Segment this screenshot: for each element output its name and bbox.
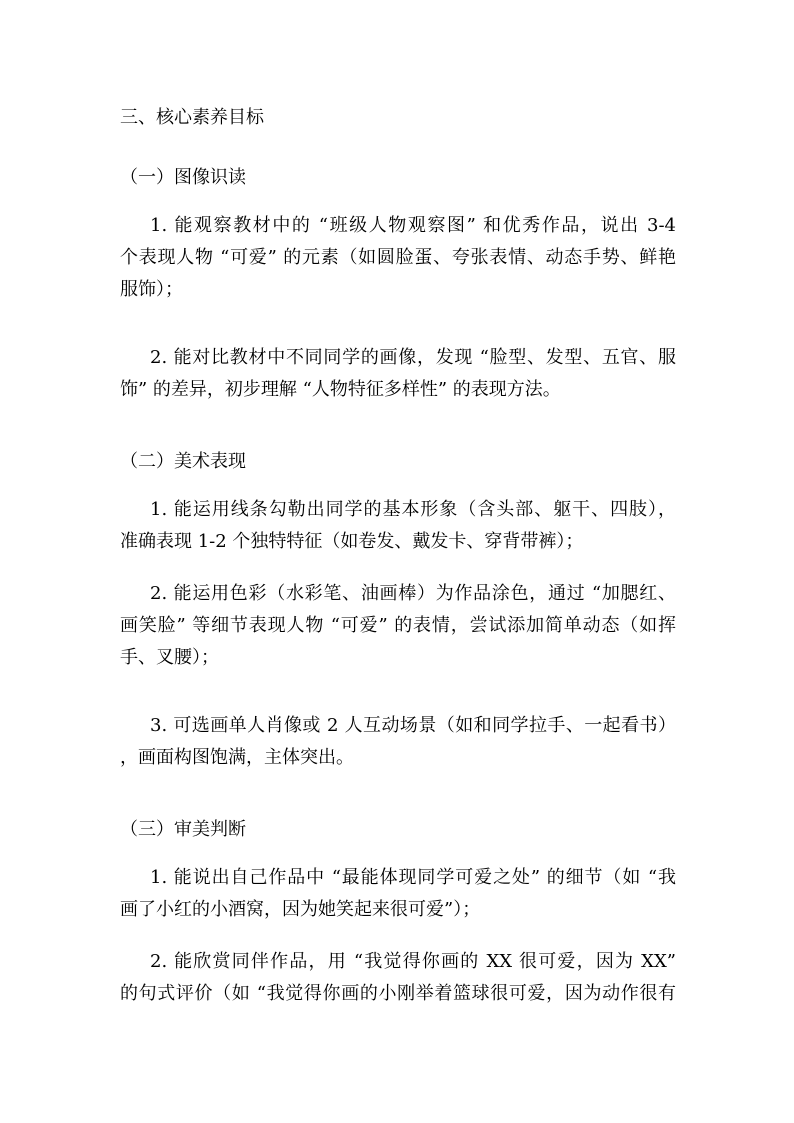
paragraph-aesthetic-judgment-2 xyxy=(120,946,676,1010)
paragraph-line: 手、叉腰）； xyxy=(120,647,219,668)
section-heading-art-expression: （二）美术表现 xyxy=(120,451,246,472)
paragraph-line: 3. 可选画单人肖像或 2 人互动场景（如和同学拉手、一起看书） xyxy=(150,715,676,736)
paragraph-art-expression-2 xyxy=(120,578,676,674)
paragraph-line: 画了小红的小酒窝，因为她笑起来很可爱”）； xyxy=(120,899,481,920)
paragraph-line: 服饰）； xyxy=(120,279,183,300)
paragraph-aesthetic-judgment-1 xyxy=(120,862,676,926)
paragraph-image-reading-2 xyxy=(120,342,676,406)
paragraph-line: 准确表现 1-2 个独特特征（如卷发、戴发卡、穿背带裤）； xyxy=(120,531,584,552)
paragraph-image-reading-1 xyxy=(120,210,676,306)
paragraph-line: 1. 能观察教材中的 “班级人物观察图” 和优秀作品，说出 3-4 xyxy=(150,215,676,236)
paragraph-art-expression-1 xyxy=(120,494,676,558)
paragraph-line: 1. 能运用线条勾勒出同学的基本形象（含头部、躯干、四肢）， xyxy=(150,499,676,520)
paragraph-line: 画笑脸” 等细节表现人物 “可爱” 的表情，尝试添加简单动态（如挥 xyxy=(120,615,676,636)
paragraph-line: 2. 能运用色彩（水彩笔、油画棒）为作品涂色，通过 “加腮红、 xyxy=(150,583,676,604)
paragraph-line: 2. 能欣赏同伴作品，用 “我觉得你画的 XX 很可爱，因为 XX” xyxy=(150,951,676,972)
paragraph-line: 个表现人物 “可爱” 的元素（如圆脸蛋、夸张表情、动态手势、鲜艳 xyxy=(120,247,676,268)
paragraph-line: 的句式评价（如 “我觉得你画的小刚举着篮球很可爱，因为动作很有 xyxy=(120,983,676,1004)
document-title: 三、核心素养目标 xyxy=(120,107,264,128)
section-heading-aesthetic-judgment: （三）审美判断 xyxy=(120,819,246,840)
section-heading-image-reading: （一）图像识读 xyxy=(120,167,246,188)
paragraph-line: 2. 能对比教材中不同同学的画像，发现 “脸型、发型、五官、服 xyxy=(150,347,676,368)
paragraph-line: ，画面构图饱满，主体突出。 xyxy=(120,747,354,768)
paragraph-art-expression-3 xyxy=(120,710,676,774)
paragraph-line: 饰” 的差异，初步理解 “人物特征多样性” 的表现方法。 xyxy=(120,379,561,400)
paragraph-line: 1. 能说出自己作品中 “最能体现同学可爱之处” 的细节（如 “我 xyxy=(150,867,676,888)
